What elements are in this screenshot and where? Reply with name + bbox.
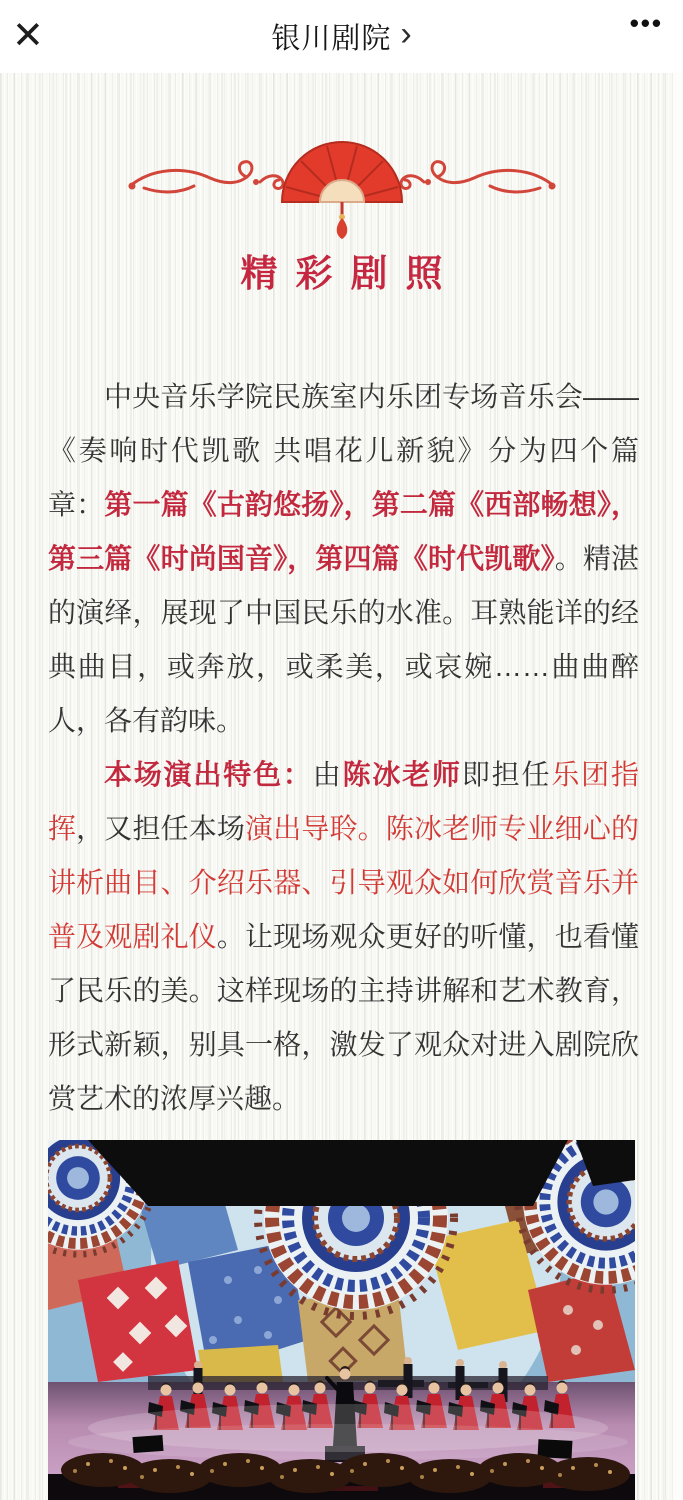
text-run-red-bold: 第一篇《古韵悠扬》，第二篇《西部畅想》，第三篇《时尚国音》，第四篇《时代凯歌》: [48, 489, 639, 574]
navbar: [0, 0, 683, 73]
text-run-red-bold: 陈冰老师: [342, 759, 462, 790]
text-run-red: 演出导聆。: [245, 813, 386, 844]
paragraph-1: [48, 370, 639, 748]
text-run: 由: [312, 759, 343, 790]
account-title[interactable]: [271, 0, 411, 73]
fan-divider-ornament: [122, 122, 562, 240]
text-run-red-bold: 本场演出特色：: [104, 759, 313, 790]
close-icon[interactable]: ✕: [12, 15, 44, 57]
right-gutter: [673, 73, 683, 1500]
text-run: 。让现场观众更好的听懂，也看懂了民乐的美。这样现场的主持讲解和艺术教育，形式新颖，别具一格，激发了观众对进入剧院欣赏艺术的浓厚兴趣。: [48, 921, 639, 1114]
paragraph-2: [48, 748, 639, 1126]
article-body: [0, 73, 683, 1500]
text-run: ，又担任本场: [76, 813, 246, 844]
chevron-right-icon: ›: [400, 14, 412, 53]
section-title: 精彩剧照: [240, 253, 461, 294]
account-title-label: 银川剧院: [271, 23, 392, 55]
text-run: 即担任: [461, 759, 552, 790]
text-run-red: 陈冰老师专业细心的讲析曲目、介绍乐器、引导观众如何欣赏音乐并普及观剧礼仪: [48, 813, 639, 952]
more-menu-icon[interactable]: •••: [629, 8, 663, 38]
text-run-red: 乐团指挥: [48, 759, 639, 844]
text-run: 。精湛的演绎，展现了中国民乐的水准。耳熟能详的经典曲目，或奔放，或柔美，或哀婉……曲曲醉人，各有韵味。: [48, 543, 639, 736]
text-run: 中央音乐学院民族室内乐团专场音乐会——《奏响时代凯歌 共唱花儿新貌》分为四个篇章：: [48, 381, 639, 520]
red-fan-icon: [122, 122, 562, 240]
concert-stage-photo[interactable]: [48, 1140, 635, 1500]
